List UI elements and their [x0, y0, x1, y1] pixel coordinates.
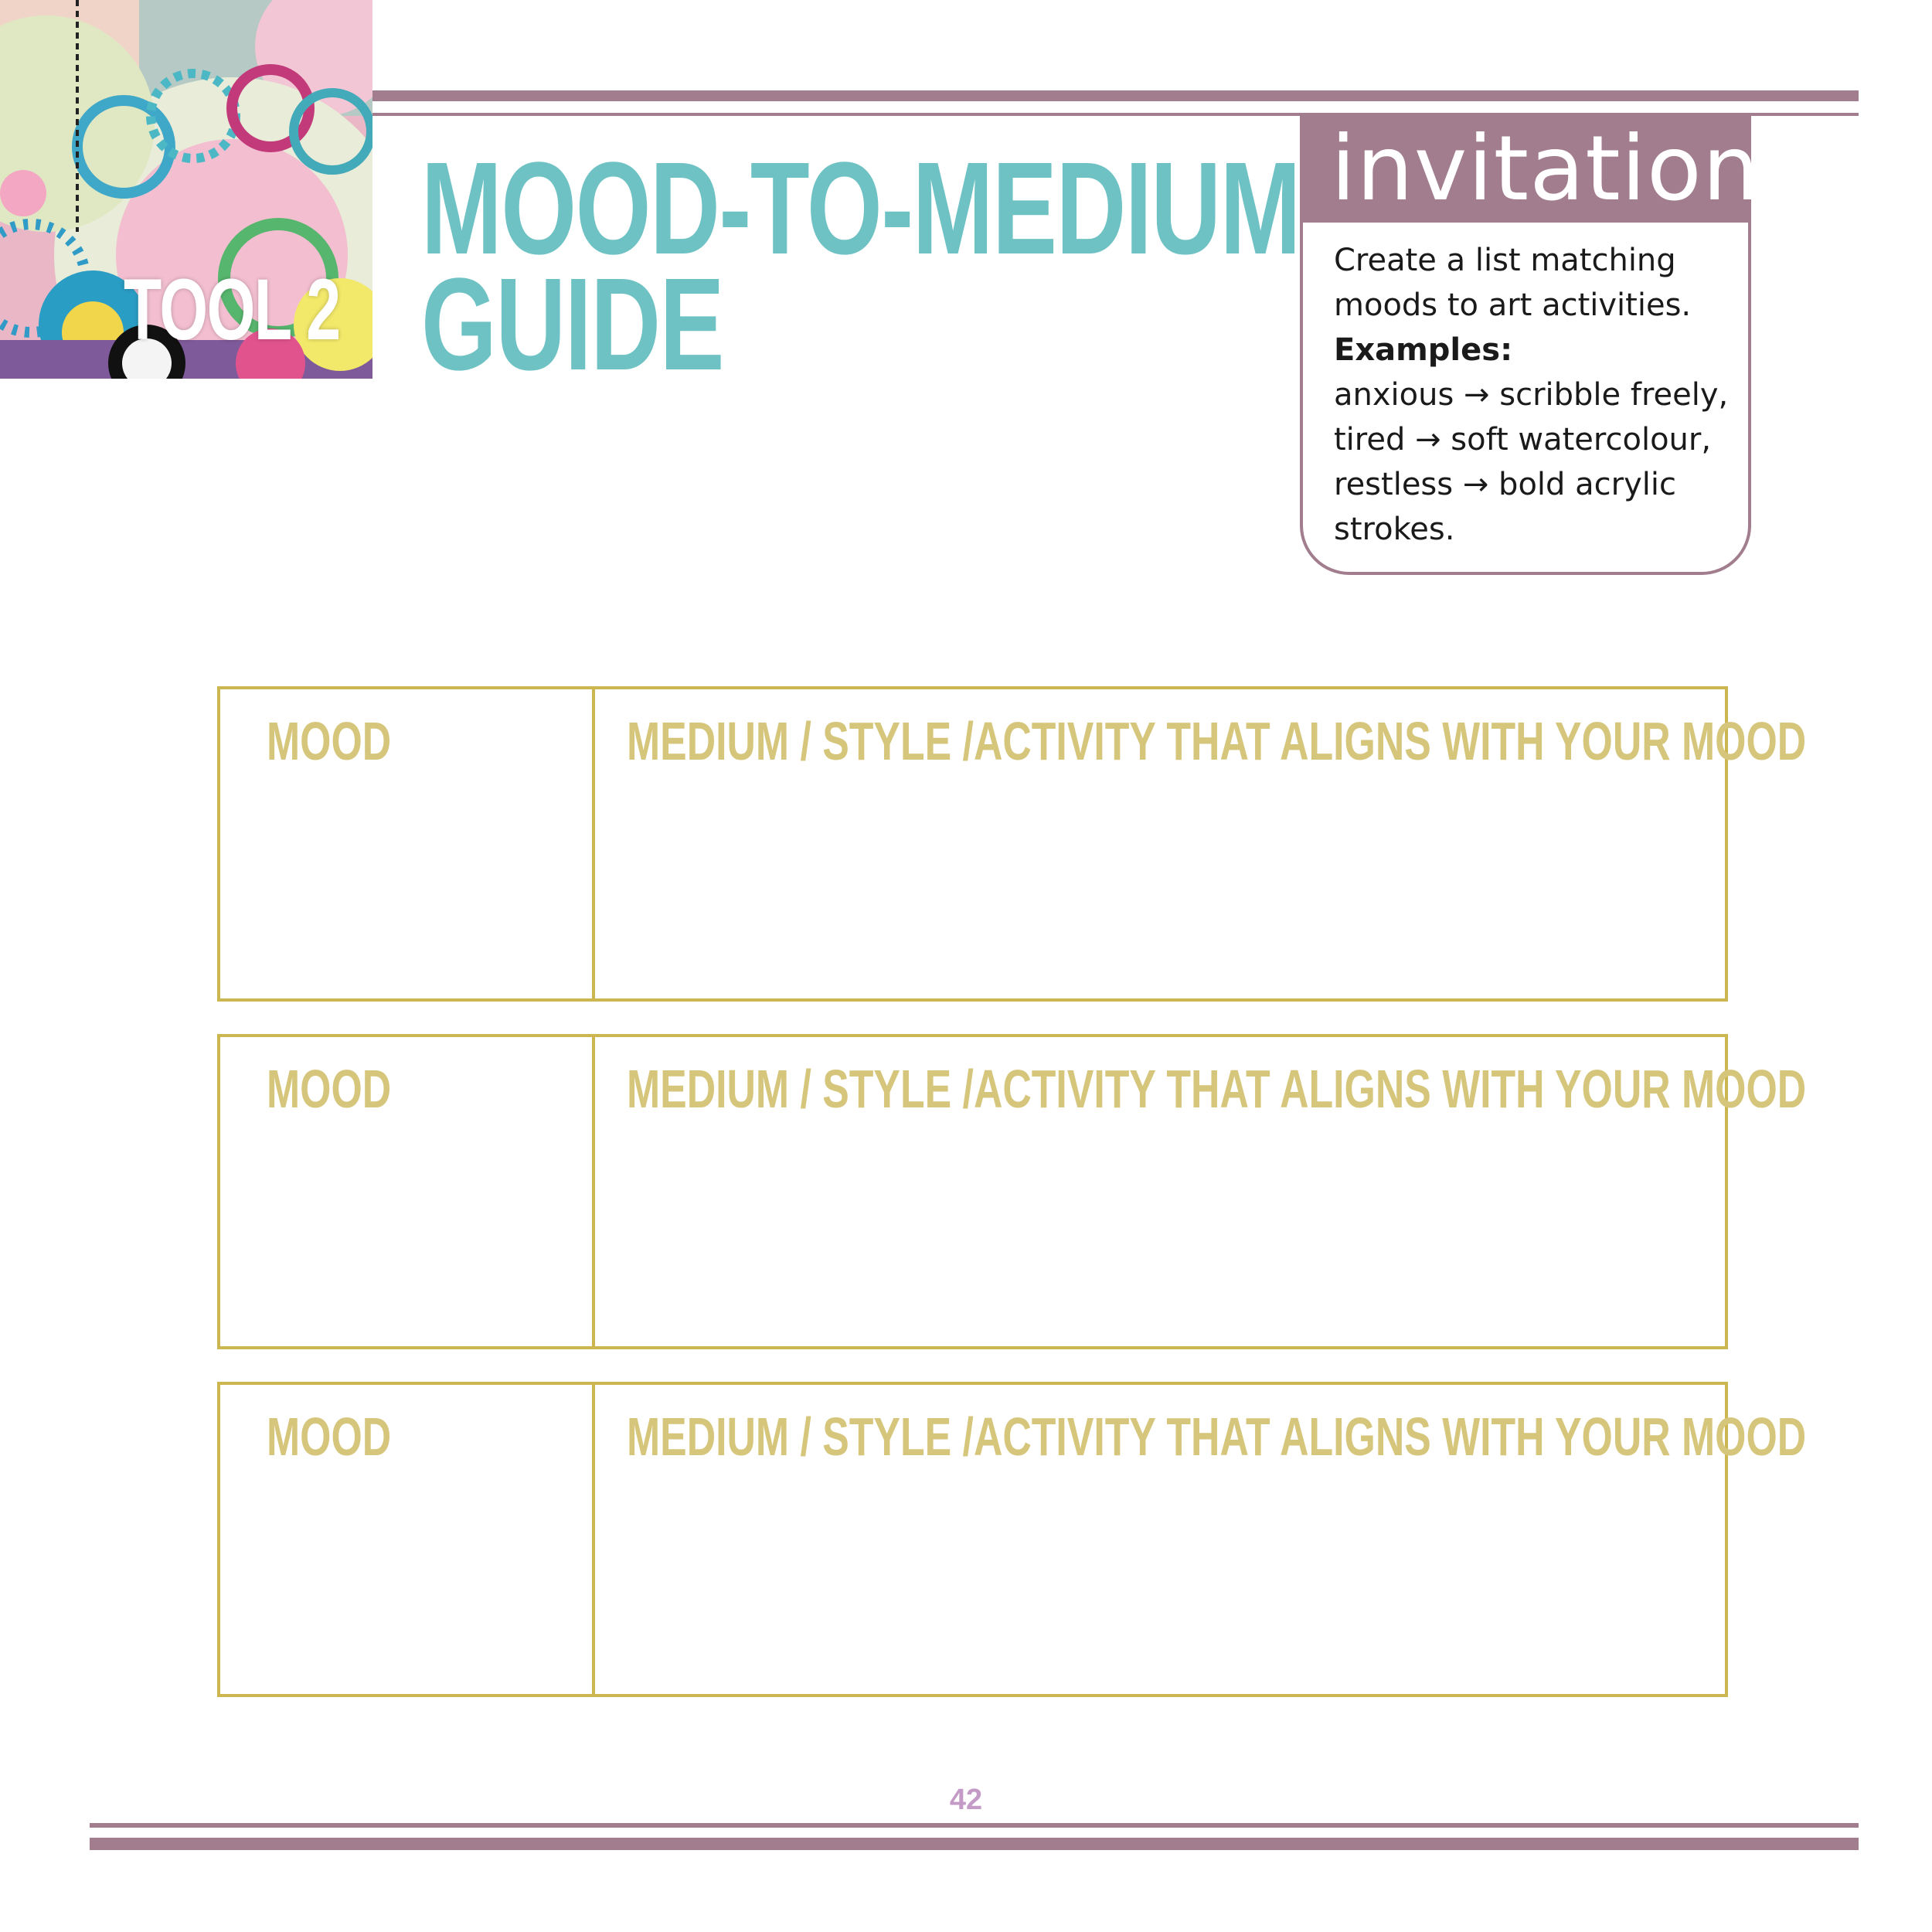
page-title: [421, 135, 1300, 398]
page-number: 42: [949, 1784, 983, 1816]
mood-table-3: [217, 1382, 1807, 1697]
mood-column-label: MOOD: [267, 711, 392, 771]
column-divider: [592, 689, 595, 998]
example-line: strokes.: [1334, 512, 1455, 547]
title-line-1: MOOD-TO-MEDIUM: [421, 135, 1300, 282]
bottom-rule-thin: [90, 1823, 1859, 1828]
top-rule-thick: [372, 90, 1859, 101]
mood-column-label: MOOD: [267, 1406, 392, 1467]
example-line: anxious → scribble freely,: [1334, 377, 1729, 413]
example-line: restless → bold acrylic: [1334, 467, 1676, 502]
mood-table-2: [217, 1034, 1807, 1349]
column-divider: [592, 1385, 595, 1694]
title-line-2: GUIDE: [421, 251, 724, 398]
medium-column-label: MEDIUM / STYLE /ACTIVITY THAT ALIGNS WITH YOUR MOOD: [627, 1406, 1807, 1467]
mood-column-label: MOOD: [267, 1059, 392, 1119]
medium-column-label: MEDIUM / STYLE /ACTIVITY THAT ALIGNS WITH YOUR MOOD: [627, 711, 1807, 771]
invitation-heading: invitation: [1303, 116, 1748, 223]
example-line: tired → soft watercolour,: [1334, 422, 1712, 457]
examples-label: Examples:: [1334, 332, 1513, 368]
invitation-line: Create a list matching: [1334, 243, 1676, 278]
invitation-body: [1334, 238, 1743, 552]
bottom-rule-thick: [90, 1838, 1859, 1850]
column-divider: [592, 1037, 595, 1346]
tool-label: TOOL 2: [124, 261, 340, 358]
invitation-box: [1300, 116, 1760, 575]
invitation-line: moods to art activities.: [1334, 287, 1692, 323]
mood-table-1: [217, 686, 1807, 1002]
medium-column-label: MEDIUM / STYLE /ACTIVITY THAT ALIGNS WITH YOUR MOOD: [627, 1059, 1807, 1119]
